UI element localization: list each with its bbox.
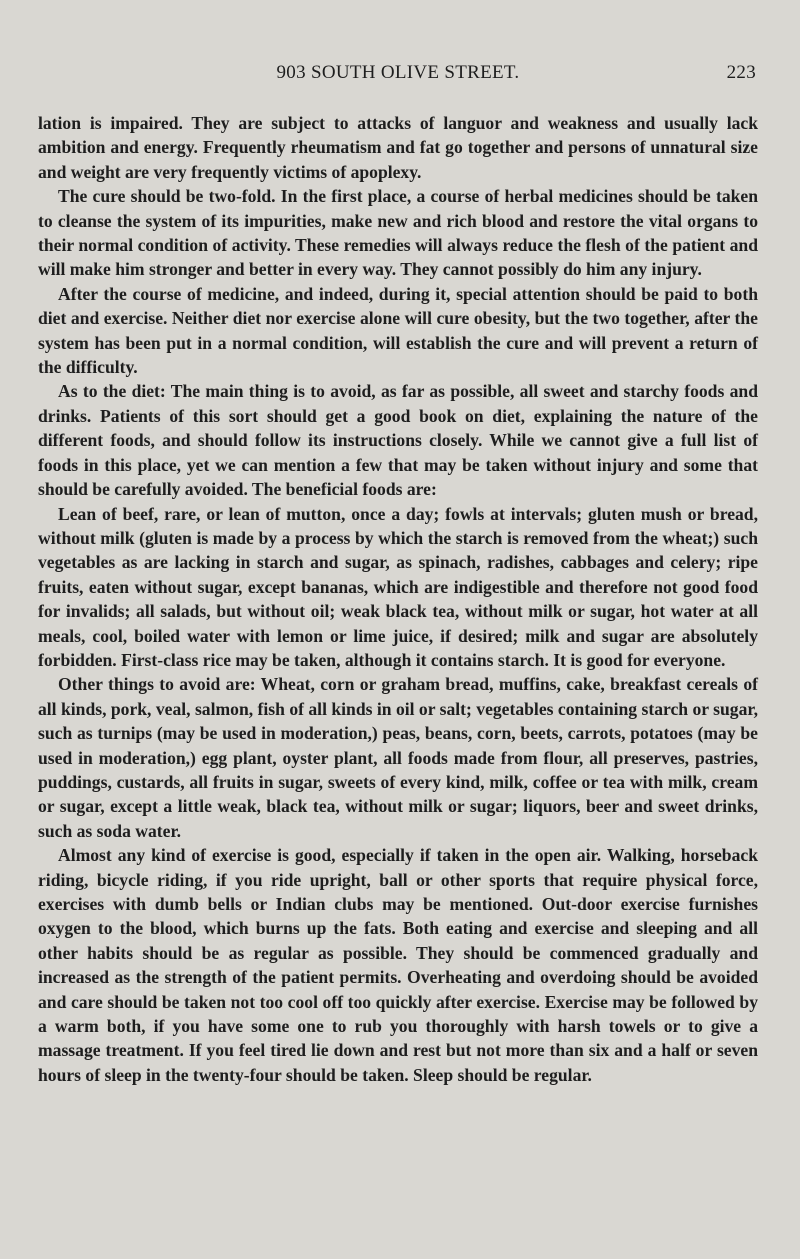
page-number: 223 — [726, 62, 756, 83]
paragraph-continued: lation is impaired. They are subject to attacks of languor and weakness and usually lack ambition and energy. Frequently rheumatism and fat go together and persons of unnatural size and weight are very frequently victims of apoplexy. — [38, 113, 758, 182]
body-text — [38, 111, 758, 1087]
paragraph-diet-exercise: After the course of medicine, and indeed, during it, special attention should be paid to both diet and exercise. Neither diet nor exercise alone will cure obesity, but the two together, after the system has been put in a normal condition, will establish the cure and will prevent a return of the difficulty. — [38, 283, 758, 378]
paragraph-cure: The cure should be two-fold. In the first place, a course of herbal medicines should be taken to cleanse the system of its impurities, make new and rich blood and restore the vital organs to their normal condition of activity. These remedies will always reduce the flesh of the patient and will make him stronger and better in every way. They cannot possibly do him any injury. — [38, 186, 758, 280]
running-head-title: 903 SOUTH OLIVE STREET. — [276, 62, 520, 83]
paragraph-diet: As to the diet: The main thing is to avoid, as far as possible, all sweet and starchy foods and drinks. Patients of this sort should get a good book on diet, explaining the nature of the different foods, and should follow its instructions closely. While we cannot give a full list of foods in this place, yet we can mention a few that may be taken without injury and some that should be carefully avoided. The beneficial foods are: — [38, 381, 758, 500]
paragraph-foods-to-avoid: Other things to avoid are: Wheat, corn or graham bread, muffins, cake, breakfast cereals of all kinds, pork, veal, salmon, fish of all kinds in oil or salt; vegetables containing starch or sugar, such as turnips (may be used in moderation,) peas, beans, corn, beets, carrots, potatoes (may be used in moderation,) egg plant, oyster plant, all foods made from flour, all preserves, pastries, puddings, custards, all fruits in sugar, sweets of every kind, milk, coffee or tea with milk, cream or sugar, except a little weak, black tea, without milk or sugar; liquors, beer and sweet drinks, such as soda water. — [38, 674, 758, 841]
paragraph-beneficial-foods: Lean of beef, rare, or lean of mutton, once a day; fowls at intervals; gluten mush or bread, without milk (gluten is made by a process by which the starch is removed from the wheat;) such vegetables as are lacking in starch and sugar, as spinach, radishes, cabbages and celery; ripe fruits, eaten without sugar, except bananas, which are indigestible and therefore not good food for invalids; all salads, but without oil; weak black tea, without milk or sugar, hot water at all meals, cool, boiled water with lemon or lime juice, if desired; milk and sugar are absolutely forbidden. First-class rice may be taken, although it contains starch. It is good for everyone. — [38, 503, 758, 670]
paragraph-exercise: Almost any kind of exercise is good, especially if taken in the open air. Walking, horseback riding, bicycle riding, if you ride upright, ball or other sports that require physical force, exercises with dumb bells or Indian clubs may be mentioned. Out-door exercise furnishes oxygen to the blood, which burns up the fats. Both eating and exercise and sleeping and all other habits should be as regular as possible. They should be commenced gradually and increased as the strength of the patient permits. Overheating and overdoing should be avoided and care should be taken not too cool off too quickly after exercise. Exercise may be followed by a warm both, if you have some one to rub you thoroughly with harsh towels or to give a massage treatment. If you feel tired lie down and rest but not more than six and a half or seven hours of sleep in the twenty-four should be taken. Sleep should be regular. — [38, 845, 758, 1085]
running-head — [38, 62, 758, 86]
